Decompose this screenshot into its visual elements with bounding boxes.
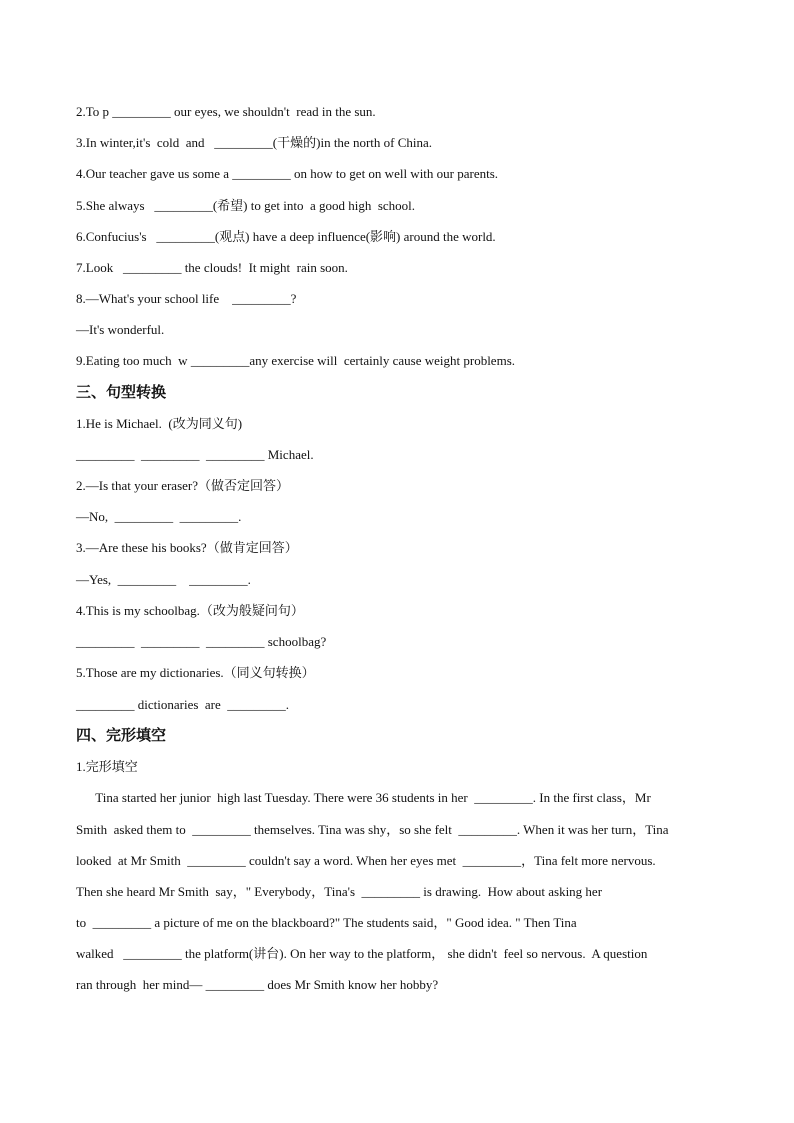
question-item: 8.—What's your school life _________? xyxy=(76,291,297,306)
question-item: 1.He is Michael. (改为同义句) xyxy=(76,416,243,431)
answer-line: _________ _________ _________ schoolbag? xyxy=(76,634,327,649)
passage-line: to _________ a picture of me on the blackboard?" The students said，" Good idea. " Then Tina xyxy=(76,915,577,930)
question-item: 4.Our teacher gave us some a _________ on how to get on well with our parents. xyxy=(76,166,499,181)
section-heading: 四、完形填空 xyxy=(76,726,167,744)
answer-line: —Yes, _________ _________. xyxy=(76,572,251,587)
passage-line: Smith asked them to _________ themselves. Tina was shy，so she felt _________. When it was her turn，Tina xyxy=(76,822,669,837)
section-heading: 三、句型转换 xyxy=(76,383,167,401)
answer-line: —No, _________ _________. xyxy=(76,509,242,524)
answer-line: _________ _________ _________ Michael. xyxy=(76,447,314,462)
passage-line: ran through her mind— _________ does Mr Smith know her hobby? xyxy=(76,977,439,992)
question-item: 2.To p _________ our eyes, we shouldn't read in the sun. xyxy=(76,104,376,119)
question-item: 5.She always _________(希望) to get into a good high school. xyxy=(76,198,416,213)
subsection-title: 1.完形填空 xyxy=(76,759,138,774)
passage-line: Tina started her junior high last Tuesday. There were 36 students in her _________. In the first class，Mr xyxy=(76,790,651,805)
passage-line: Then she heard Mr Smith say，" Everybody，Tina's _________ is drawing. How about asking her xyxy=(76,884,603,899)
question-item: 7.Look _________ the clouds! It might rain soon. xyxy=(76,260,348,275)
question-item: 3.—Are these his books?（做肯定回答） xyxy=(76,540,298,555)
answer-line: _________ dictionaries are _________. xyxy=(76,697,290,712)
question-item: 9.Eating too much w _________any exercise will certainly cause weight problems. xyxy=(76,353,515,368)
question-item: 6.Confucius's _________(观点) have a deep influence(影响) around the world. xyxy=(76,229,496,244)
question-item: 2.—Is that your eraser?（做否定回答） xyxy=(76,478,290,493)
answer-line: —It's wonderful. xyxy=(76,322,165,337)
passage-line: looked at Mr Smith _________ couldn't say a word. When her eyes met _________，Tina felt more nervous. xyxy=(76,853,656,868)
question-item: 5.Those are my dictionaries.（同义句转换） xyxy=(76,665,315,680)
question-item: 4.This is my schoolbag.（改为般疑问句） xyxy=(76,603,304,618)
question-item: 3.In winter,it's cold and _________(干燥的)in the north of China. xyxy=(76,135,433,150)
passage-line: walked _________ the platform(讲台). On her way to the platform， she didn't feel so nervous. A question xyxy=(76,946,648,961)
